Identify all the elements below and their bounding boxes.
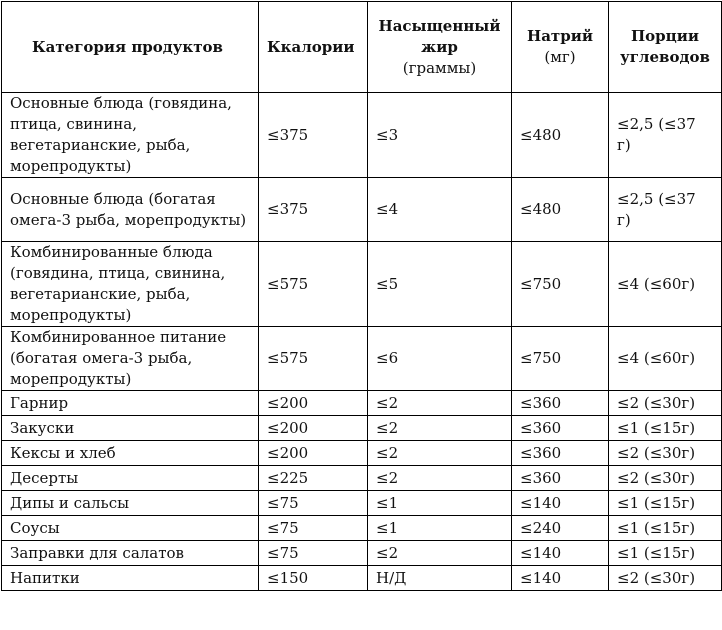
header-carbs-label: Порции углеводов bbox=[620, 27, 710, 66]
cell-fat: ≤1 bbox=[368, 516, 512, 541]
table-row bbox=[2, 391, 722, 416]
table-row bbox=[2, 566, 722, 591]
cell-category: Основные блюда (богатая омега-3 рыба, морепродукты) bbox=[2, 178, 259, 242]
cell-kcal: ≤200 bbox=[259, 391, 368, 416]
cell-fat: ≤2 bbox=[368, 466, 512, 491]
table-row bbox=[2, 327, 722, 391]
cell-carbs: ≤2 (≤30г) bbox=[609, 566, 722, 591]
header-category bbox=[2, 2, 259, 93]
header-carbs bbox=[609, 2, 722, 93]
cell-carbs: ≤1 (≤15г) bbox=[609, 516, 722, 541]
cell-category: Комбинированное питание (богатая омега-3 рыба, морепродукты) bbox=[2, 327, 259, 391]
cell-carbs: ≤2,5 (≤37 г) bbox=[609, 178, 722, 242]
cell-kcal: ≤75 bbox=[259, 491, 368, 516]
cell-category: Заправки для салатов bbox=[2, 541, 259, 566]
cell-kcal: ≤225 bbox=[259, 466, 368, 491]
cell-sodium: ≤140 bbox=[512, 491, 609, 516]
header-kcal-label: Ккалории bbox=[267, 37, 355, 56]
header-fat bbox=[368, 2, 512, 93]
cell-category: Напитки bbox=[2, 566, 259, 591]
cell-sodium: ≤140 bbox=[512, 566, 609, 591]
header-sodium bbox=[512, 2, 609, 93]
cell-category: Закуски bbox=[2, 416, 259, 441]
cell-fat: Н/Д bbox=[368, 566, 512, 591]
cell-carbs: ≤4 (≤60г) bbox=[609, 242, 722, 327]
nutrition-table bbox=[1, 1, 722, 591]
cell-kcal: ≤200 bbox=[259, 441, 368, 466]
cell-sodium: ≤360 bbox=[512, 441, 609, 466]
cell-sodium: ≤360 bbox=[512, 466, 609, 491]
table-row bbox=[2, 441, 722, 466]
cell-kcal: ≤150 bbox=[259, 566, 368, 591]
cell-sodium: ≤140 bbox=[512, 541, 609, 566]
cell-carbs: ≤2 (≤30г) bbox=[609, 391, 722, 416]
cell-fat: ≤2 bbox=[368, 441, 512, 466]
cell-kcal: ≤375 bbox=[259, 93, 368, 178]
cell-sodium: ≤360 bbox=[512, 416, 609, 441]
cell-category: Основные блюда (говядина, птица, свинина, вегетарианские, рыба, морепродукты) bbox=[2, 93, 259, 178]
cell-category: Соусы bbox=[2, 516, 259, 541]
cell-carbs: ≤1 (≤15г) bbox=[609, 491, 722, 516]
table-row bbox=[2, 93, 722, 178]
cell-fat: ≤2 bbox=[368, 391, 512, 416]
cell-sodium: ≤480 bbox=[512, 178, 609, 242]
header-fat-unit: (граммы) bbox=[402, 58, 477, 77]
cell-fat: ≤2 bbox=[368, 541, 512, 566]
header-category-label: Категория продуктов bbox=[32, 37, 223, 56]
cell-carbs: ≤2 (≤30г) bbox=[609, 466, 722, 491]
cell-fat: ≤1 bbox=[368, 491, 512, 516]
cell-carbs: ≤2,5 (≤37 г) bbox=[609, 93, 722, 178]
cell-kcal: ≤575 bbox=[259, 242, 368, 327]
cell-sodium: ≤360 bbox=[512, 391, 609, 416]
cell-carbs: ≤1 (≤15г) bbox=[609, 416, 722, 441]
cell-category: Комбинированные блюда (говядина, птица, свинина, вегетарианские, рыба, морепродукты) bbox=[2, 242, 259, 327]
header-kcal bbox=[259, 2, 368, 93]
cell-kcal: ≤75 bbox=[259, 541, 368, 566]
cell-fat: ≤5 bbox=[368, 242, 512, 327]
header-fat-label: Насыщенный жир bbox=[378, 16, 501, 56]
cell-sodium: ≤480 bbox=[512, 93, 609, 178]
table-row bbox=[2, 178, 722, 242]
cell-category: Кексы и хлеб bbox=[2, 441, 259, 466]
cell-kcal: ≤75 bbox=[259, 516, 368, 541]
cell-sodium: ≤750 bbox=[512, 327, 609, 391]
cell-kcal: ≤575 bbox=[259, 327, 368, 391]
table-row bbox=[2, 491, 722, 516]
cell-sodium: ≤750 bbox=[512, 242, 609, 327]
cell-carbs: ≤4 (≤60г) bbox=[609, 327, 722, 391]
cell-category: Дипы и сальсы bbox=[2, 491, 259, 516]
cell-carbs: ≤1 (≤15г) bbox=[609, 541, 722, 566]
table-row bbox=[2, 416, 722, 441]
cell-category: Десерты bbox=[2, 466, 259, 491]
cell-sodium: ≤240 bbox=[512, 516, 609, 541]
cell-fat: ≤4 bbox=[368, 178, 512, 242]
header-sodium-unit: (мг) bbox=[544, 48, 576, 66]
table-row bbox=[2, 466, 722, 491]
cell-kcal: ≤200 bbox=[259, 416, 368, 441]
header-sodium-label: Натрий bbox=[527, 27, 593, 45]
cell-carbs: ≤2 (≤30г) bbox=[609, 441, 722, 466]
table-row bbox=[2, 516, 722, 541]
cell-category: Гарнир bbox=[2, 391, 259, 416]
table-row bbox=[2, 541, 722, 566]
cell-fat: ≤6 bbox=[368, 327, 512, 391]
cell-kcal: ≤375 bbox=[259, 178, 368, 242]
header-row bbox=[2, 2, 722, 93]
table-row bbox=[2, 242, 722, 327]
cell-fat: ≤2 bbox=[368, 416, 512, 441]
cell-fat: ≤3 bbox=[368, 93, 512, 178]
